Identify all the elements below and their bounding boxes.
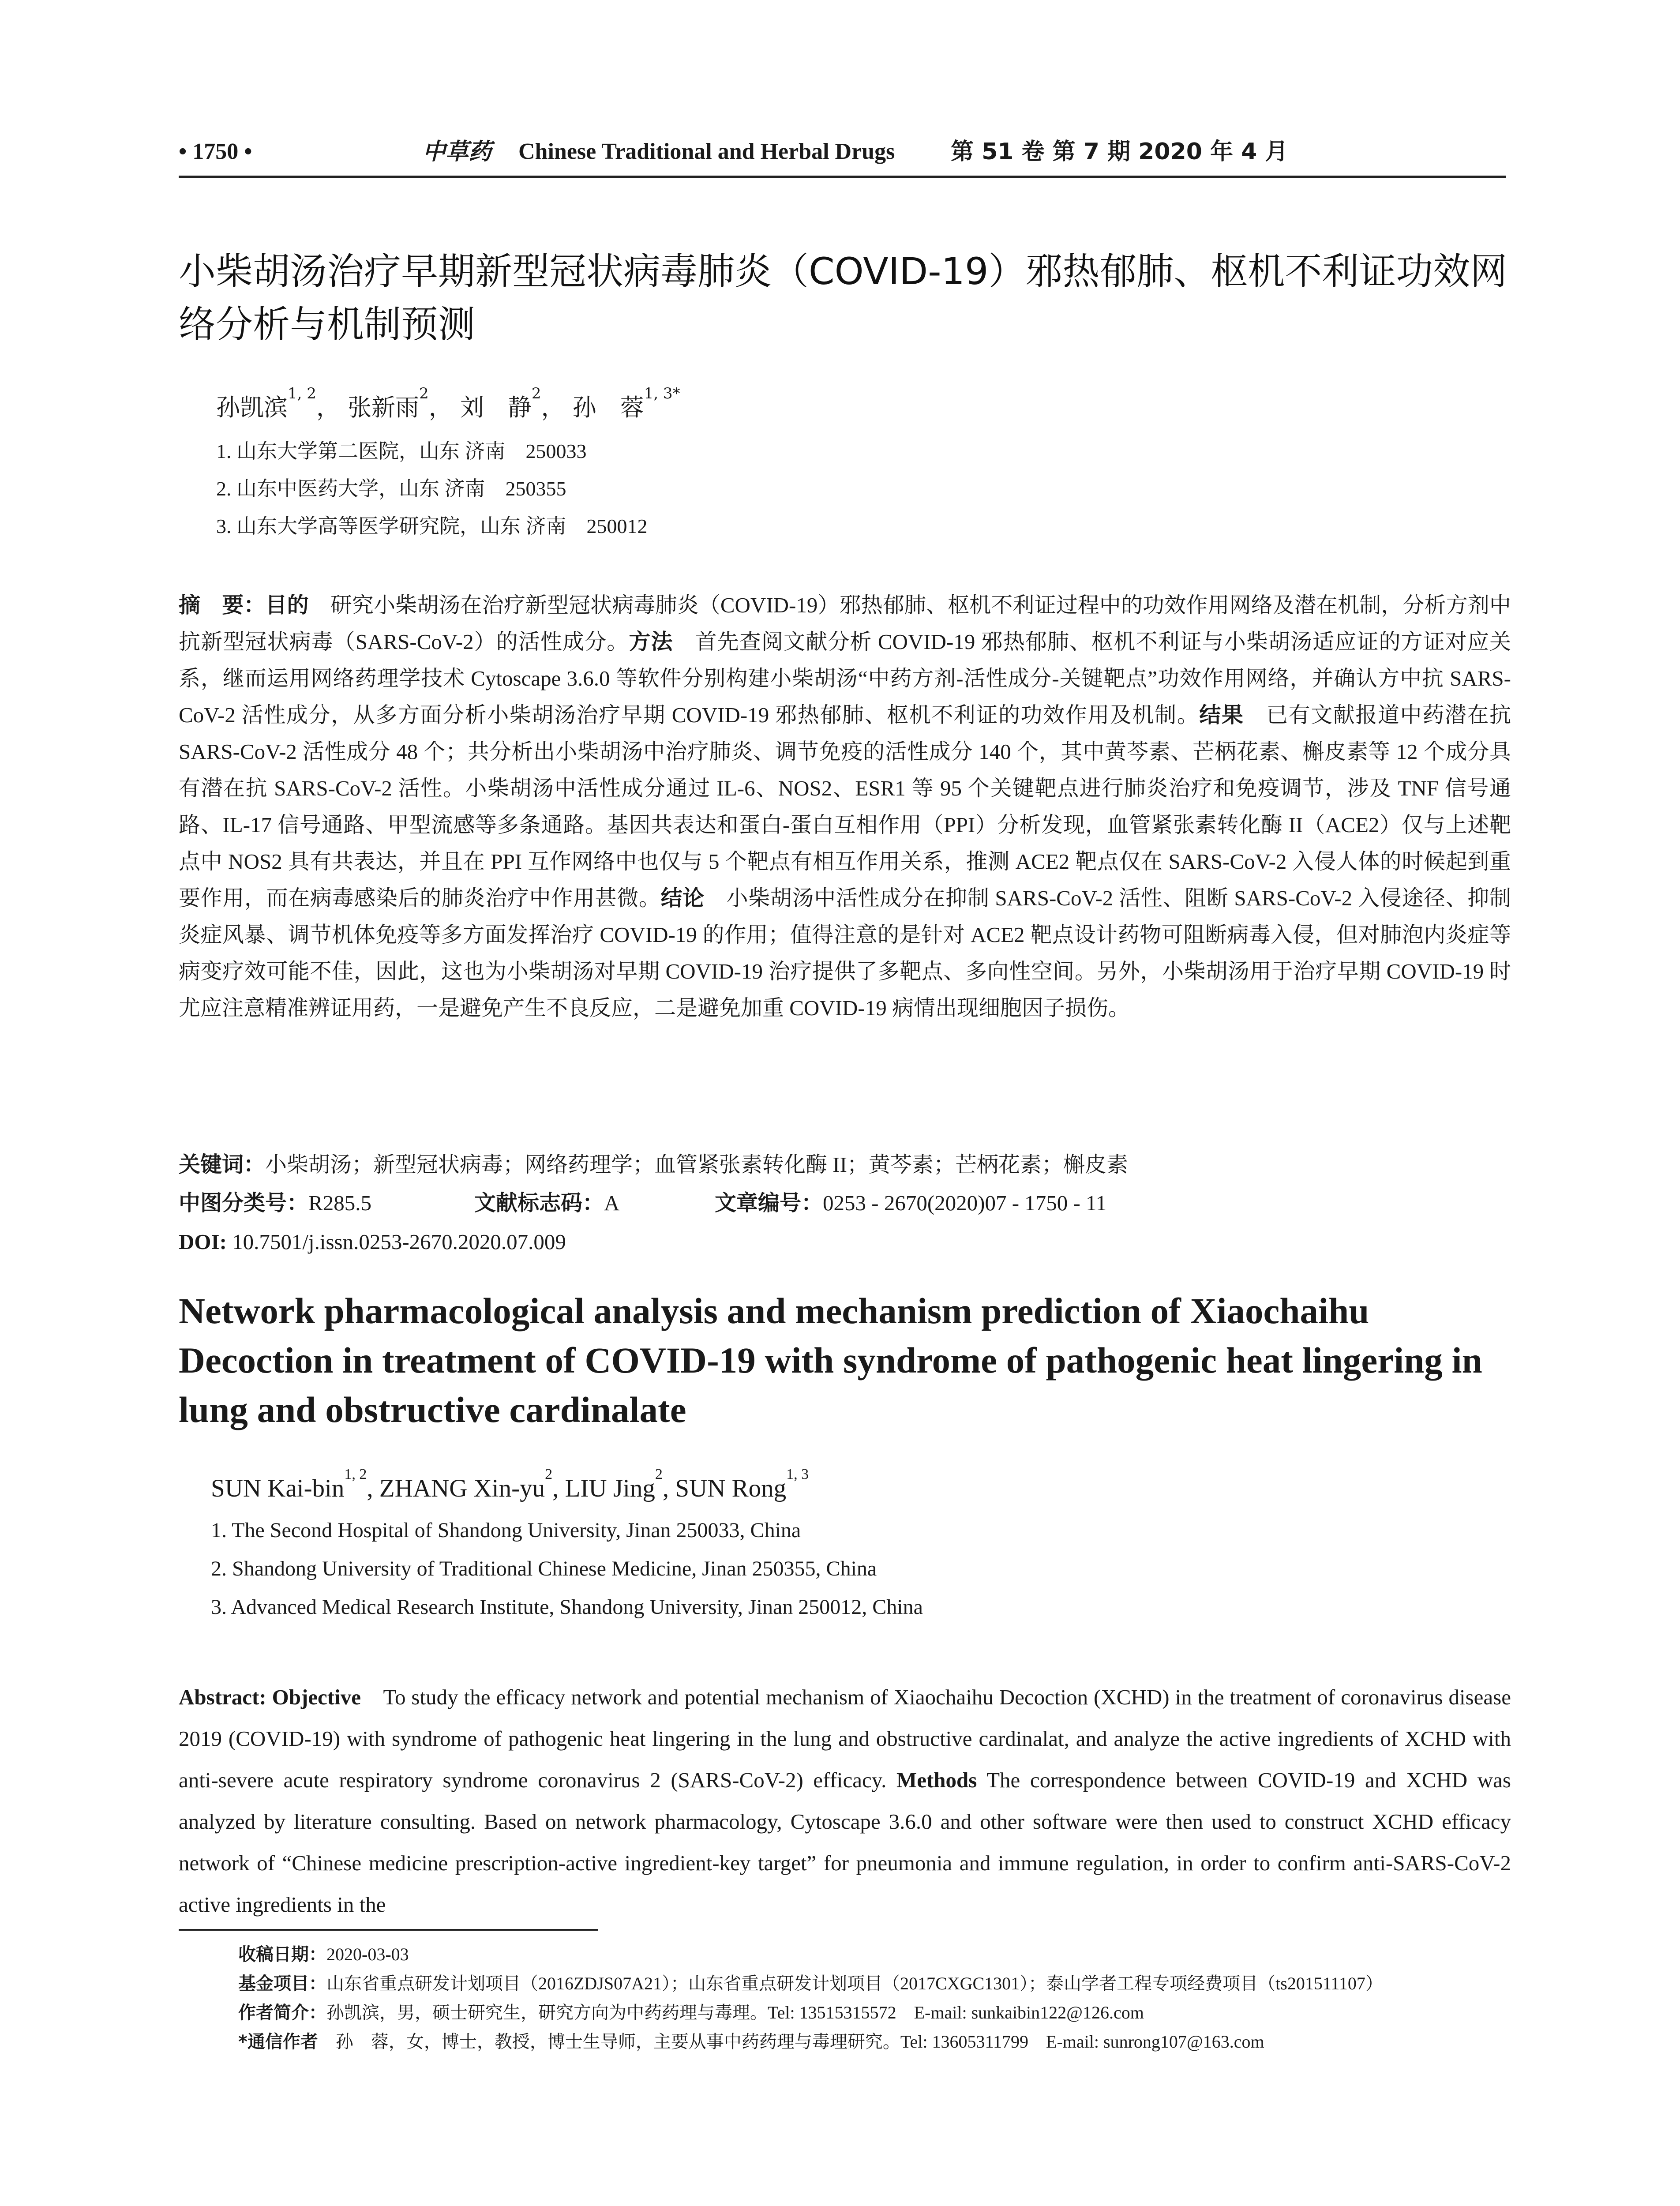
affiliation-cn: 3. 山东大学高等医学研究院，山东 济南 250012 xyxy=(216,515,648,537)
clc-label: 中图分类号： xyxy=(179,1190,309,1216)
clc-value: R285.5 xyxy=(308,1191,371,1215)
affiliation-cn: 1. 山东大学第二医院，山东 济南 250033 xyxy=(216,440,587,462)
footnote-received xyxy=(238,1946,1518,1963)
affiliation-en: 3. Advanced Medical Research Institute, Shandong University, Jinan 250012, China xyxy=(211,1595,923,1619)
author-affil-sup: 1, 3 xyxy=(786,1466,809,1482)
author-cn: 刘 静 xyxy=(460,394,532,421)
author-affil-sup: 2 xyxy=(655,1466,663,1482)
keywords-text: 小柴胡汤；新型冠状病毒；网络药理学；血管紧张素转化酶 II；黄芩素；芒柄花素；槲皮素 xyxy=(265,1152,1128,1177)
keywords-label: 关键词： xyxy=(179,1152,266,1177)
author-en: SUN Kai-bin xyxy=(211,1474,345,1502)
author-en: SUN Rong xyxy=(675,1474,787,1502)
title-en: Network pharmacological analysis and mechanism prediction of Xiaochaihu Decoction in treatment of COVID-19 with syndrome of pathogenic heat lingering in lung and obstructive cardinalate xyxy=(179,1291,1482,1430)
objective-text: 研究小柴胡汤在治疗新型冠状病毒肺炎（COVID-19）邪热郁肺、枢机不利证过程中的功效作用网络及潜在机制，分析方剂中抗新型冠状病毒（SARS-CoV-2）的活性成分。 xyxy=(179,593,1511,654)
authors-cn xyxy=(216,385,680,421)
abstract-en xyxy=(179,1677,1511,1925)
abstract-label: 摘 要： xyxy=(179,593,266,618)
authors-en xyxy=(211,1466,809,1502)
article-number-value: 0253 - 2670(2020)07 - 1750 - 11 xyxy=(823,1191,1107,1215)
footnote-fund xyxy=(238,1975,1518,1992)
results-label: 结果 xyxy=(1199,702,1244,728)
header-divider xyxy=(179,176,1506,178)
article-number xyxy=(715,1192,1106,1214)
author-affil-sup: 1, 3* xyxy=(644,385,680,402)
author-affil-sup: 2 xyxy=(419,385,429,402)
objective-label: 目的 xyxy=(265,593,309,618)
author-sep: ， xyxy=(316,394,340,421)
author-affil-sup: 1, 2 xyxy=(288,385,316,402)
doc-code-value: A xyxy=(604,1191,620,1215)
classification-line xyxy=(179,1192,371,1214)
methods-label: 方法 xyxy=(629,629,673,654)
conclusion-label: 结论 xyxy=(660,885,705,911)
author-affil-sup: 1, 2 xyxy=(344,1466,367,1482)
objective-en-text: To study the efficacy network and potential mechanism of Xiaochaihu Decoction (XCHD) in the treatment of coronavirus disease 2019 (COVID-19) with syndrome of pathogenic heat lingering in the lung and obstructive cardinalat, and analyze the active ingredients of XCHD with anti-severe acute respiratory syndrome coronavirus 2 (SARS-CoV-2) efficacy. xyxy=(179,1685,1511,1792)
page-number: • 1750 • xyxy=(179,139,252,164)
author-sep: , xyxy=(367,1474,379,1502)
methods-text: 首先查阅文献分析 COVID-19 邪热郁肺、枢机不利证与小柴胡汤适应证的方证对应关系，继而运用网络药理学技术 Cytoscape 3.6.0 等软件分别构建小柴胡汤“中药方剂-活性成分-关键靶点”功效作用网络，并确认方中抗 SARS-CoV-2 活性成分，从多方面分析小柴胡汤治疗早期 COVID-19 邪热郁肺、枢机不利证的功效作用及机制。 xyxy=(179,630,1511,727)
affiliation-cn: 2. 山东中医药大学，山东 济南 250355 xyxy=(216,477,566,500)
doi-value[interactable]: 10.7501/j.issn.0253-2670.2020.07.009 xyxy=(226,1230,566,1254)
footnote-corresponding xyxy=(238,2033,1518,2051)
received-date: 2020-03-03 xyxy=(326,1944,409,1964)
author-cn: 孙 蓉 xyxy=(572,394,644,421)
methods-en-text: The correspondence between COVID-19 and XCHD was analyzed by literature consulting. Based on network pharmacology, Cytoscape 3.6.0 and other software were then used to construct XCHD efficacy network of “Chinese medicine prescription-active ingredient-key target” for pneumonia and immune regulation, in order to confirm anti-SARS-CoV-2 active ingredients in the xyxy=(179,1768,1511,1917)
affiliation-en: 2. Shandong University of Traditional Chinese Medicine, Jinan 250355, China xyxy=(211,1557,877,1580)
methods-en-label: Methods xyxy=(896,1768,977,1792)
author-affil-sup: 2 xyxy=(531,385,541,402)
affiliation-en: 1. The Second Hospital of Shandong University, Jinan 250033, China xyxy=(211,1519,801,1542)
abstract-en-label: Abstract: Objective xyxy=(179,1685,361,1709)
corresponding-text: 孙 蓉，女，博士，教授，博士生导师，主要从事中药药理与毒理研究。Tel: 13605311799 E-mail: sunrong107@163.com xyxy=(318,2032,1264,2052)
journal-logo-cn: 中草药 xyxy=(423,138,492,165)
fund-text: 山东省重点研发计划项目（2016ZDJS07A21）；山东省重点研发计划项目（2017CXGC1301）；泰山学者工程专项经费项目（ts201511107） xyxy=(326,1973,1383,1993)
corresponding-label: *通信作者 xyxy=(238,2032,318,2052)
doc-code xyxy=(474,1192,619,1214)
author-en: ZHANG Xin-yu xyxy=(379,1474,545,1502)
doc-code-label: 文献标志码： xyxy=(474,1190,604,1216)
conclusion-text: 小柴胡汤中活性成分在抑制 SARS-CoV-2 活性、阻断 SARS-CoV-2 入侵途径、抑制炎症风暴、调节机体免疫等多方面发挥治疗 COVID-19 的作用；值得注意的是针对 ACE2 靶点设计药物可阻断病毒入侵，但对肺泡内炎症等病变疗效可能不佳，因此，这也为小柴胡汤对早期 COVID-19 治疗提供了多靶点、多向性空间。另外，小柴胡汤用于治疗早期 COVID-19 时尤应注意精准辨证用药，一是避免产生不良反应，二是避免加重 COVID-19 病情出现细胞因子损伤。 xyxy=(179,886,1511,1020)
received-label: 收稿日期： xyxy=(238,1944,326,1965)
author-cn: 孙凯滨 xyxy=(216,394,288,421)
keywords-cn xyxy=(179,1154,1128,1175)
bio-text: 孙凯滨，男，硕士研究生，研究方向为中药药理与毒理。Tel: 13515315572 E-mail: sunkaibin122@126.com xyxy=(326,2003,1144,2022)
doi-line xyxy=(179,1231,566,1253)
author-sep: ， xyxy=(541,394,565,421)
abstract-cn xyxy=(179,587,1511,1026)
title-cn: 小柴胡汤治疗早期新型冠状病毒肺炎（COVID-19）邪热郁肺、枢机不利证功效网络分析与机制预测 xyxy=(179,250,1508,346)
author-en: LIU Jing xyxy=(565,1474,655,1502)
article-number-label: 文章编号： xyxy=(715,1190,823,1216)
bio-label: 作者简介： xyxy=(238,2003,326,2023)
author-cn: 张新雨 xyxy=(348,394,420,421)
author-sep: ， xyxy=(428,394,453,421)
fund-label: 基金项目： xyxy=(238,1973,326,1994)
doi-label: DOI: xyxy=(179,1230,227,1254)
results-text: 已有文献报道中药潜在抗 SARS-CoV-2 活性成分 48 个；共分析出小柴胡汤中治疗肺炎、调节免疫的活性成分 140 个，其中黄芩素、芒柄花素、槲皮素等 12 个成分具有潜在抗 SARS-CoV-2 活性。小柴胡汤中活性成分通过 IL-6、NOS2、ESR1 等 95 个关键靶点进行肺炎治疗和免疫调节，涉及 TNF 信号通路、IL-17 信号通路、甲型流感等多条通路。基因共表达和蛋白-蛋白互相作用（PPI）分析发现，血管紧张素转化酶 II（ACE2）仅与上述靶点中 NOS2 具有共表达，并且在 PPI 互作网络中也仅与 5 个靶点有相互作用关系，推测 ACE2 靶点仅在 SARS-CoV-2 入侵人体的时候起到重要作用，而在病毒感染后的肺炎治疗中作用甚微。 xyxy=(179,703,1511,910)
footnote-divider xyxy=(179,1929,598,1931)
author-affil-sup: 2 xyxy=(545,1466,553,1482)
author-sep: , xyxy=(662,1474,675,1502)
journal-name-en: Chinese Traditional and Herbal Drugs xyxy=(518,139,895,164)
author-sep: , xyxy=(552,1474,565,1502)
journal-issue: 第 51 卷 第 7 期 2020 年 4 月 xyxy=(951,139,1288,165)
footnote-author-bio xyxy=(238,2004,1518,2022)
